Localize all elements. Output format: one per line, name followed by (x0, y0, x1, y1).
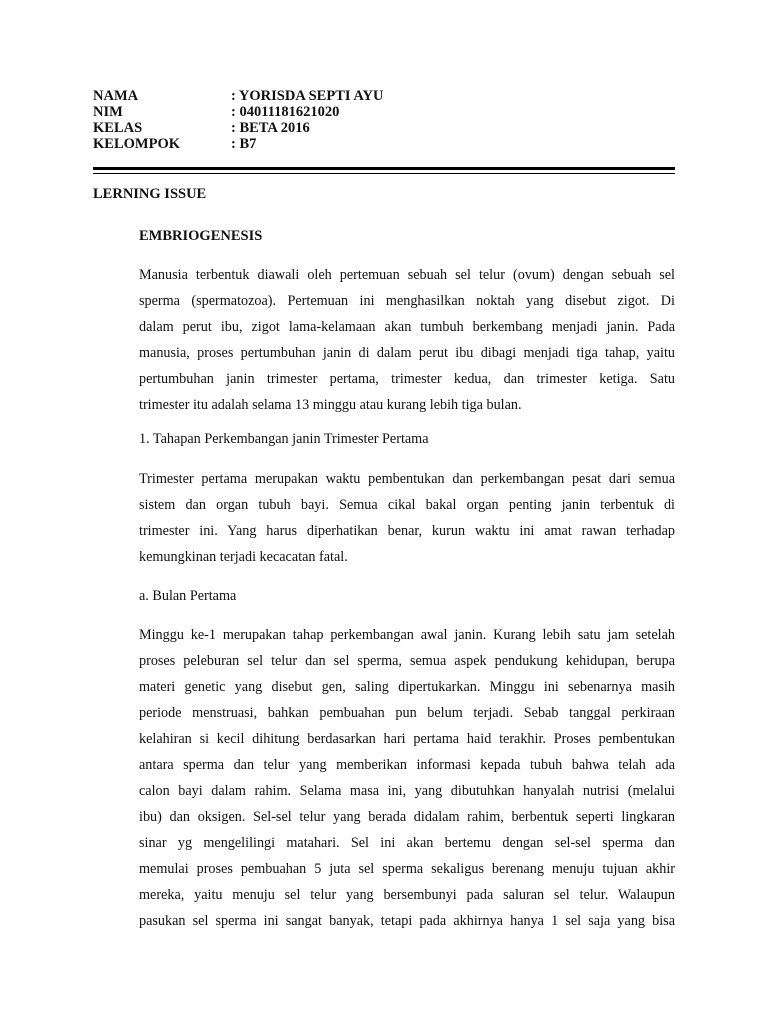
paragraph-line: Trimester pertama merupakan waktu pembentukan dan perkembangan pesat dari semua (139, 471, 675, 487)
paragraph-line: Manusia terbentuk diawali oleh pertemuan sebuah sel telur (ovum) dengan sebuah sel (139, 267, 675, 283)
paragraph-line: materi genetic yang disebut gen, saling dipertukarkan. Minggu ini sebenarnya masih (139, 679, 675, 695)
paragraph-line: pertumbuhan janin trimester pertama, trimester kedua, dan trimester ketiga. Satu (139, 371, 675, 387)
paragraph-line: sistem dan organ tubuh bayi. Semua cikal bakal organ penting janin terbentuk di (139, 497, 675, 513)
info-value: : B7 (231, 136, 257, 152)
info-label: NAMA (93, 88, 139, 104)
info-value: : BETA 2016 (231, 120, 310, 136)
student-info (93, 88, 383, 152)
paragraph-line: proses peleburan sel telur dan sel sperma, semua aspek pendukung kehidupan, berupa (139, 653, 675, 669)
trimester-paragraph (139, 466, 675, 570)
paragraph-line: ibu) dan oksigen. Sel-sel telur yang berada didalam rahim, berbentuk seperti lingkaran (139, 809, 675, 825)
issue-title: LERNING ISSUE (93, 186, 207, 202)
section-title: EMBRIOGENESIS (139, 228, 263, 244)
paragraph-line: kelahiran si kecil dihitung berdasarkan hari pertama haid terakhir. Proses pembentukan (139, 731, 675, 747)
intro-paragraph (139, 262, 675, 418)
info-label: KELOMPOK (93, 136, 180, 152)
paragraph-line: periode menstruasi, bahkan pembuahan pun belum terjadi. Sebab tanggal perkiraan (139, 705, 675, 721)
paragraph-line: pasukan sel sperma ini sangat banyak, tetapi pada akhirnya hanya 1 sel saja yang bisa (139, 913, 675, 929)
paragraph-line: sperma (spermatozoa). Pertemuan ini menghasilkan noktah yang disebut zigot. Di (139, 293, 675, 309)
header-divider-thin (93, 173, 675, 174)
paragraph-line: calon bayi dalam rahim. Selama masa ini, yang dibutuhkan hanyalah nutrisi (melalui (139, 783, 675, 799)
info-row-nama (93, 88, 383, 104)
info-value: : 04011181621020 (231, 104, 340, 120)
paragraph-line: Minggu ke-1 merupakan tahap perkembangan awal janin. Kurang lebih satu jam setelah (139, 627, 675, 643)
heading-bulan-pertama: a. Bulan Pertama (139, 588, 237, 604)
heading-trimester-1: 1. Tahapan Perkembangan janin Trimester Pertama (139, 431, 429, 447)
paragraph-line: trimester itu adalah selama 13 minggu atau kurang lebih tiga bulan. (139, 397, 522, 413)
info-row-kelompok (93, 136, 383, 152)
header-divider-thick (93, 167, 675, 170)
info-value: : YORISDA SEPTI AYU (231, 88, 384, 104)
info-label: NIM (93, 104, 123, 120)
paragraph-line: memulai proses pembuahan 5 juta sel sperma sekaligus berenang menuju tujuan akhir (139, 861, 675, 877)
paragraph-line: sinar yg mengelilingi matahari. Sel ini akan bertemu dengan sel-sel sperma dan (139, 835, 675, 851)
month-paragraph (139, 622, 675, 934)
info-row-kelas (93, 120, 383, 136)
paragraph-line: manusia, proses pertumbuhan janin di dalam perut ibu dibagi menjadi tiga tahap, yaitu (139, 345, 675, 361)
paragraph-line: mereka, yaitu menuju sel telur yang bersembunyi pada saluran sel telur. Walaupun (139, 887, 675, 903)
info-label: KELAS (93, 120, 143, 136)
paragraph-line: antara sperma dan telur yang memberikan informasi kepada tubuh bahwa telah ada (139, 757, 675, 773)
paragraph-line: kemungkinan terjadi kecacatan fatal. (139, 549, 348, 565)
info-row-nim (93, 104, 383, 120)
paragraph-line: dalam perut ibu, zigot lama-kelamaan akan tumbuh berkembang menjadi janin. Pada (139, 319, 675, 335)
paragraph-line: trimester ini. Yang harus diperhatikan benar, kurun waktu ini amat rawan terhadap (139, 523, 675, 539)
